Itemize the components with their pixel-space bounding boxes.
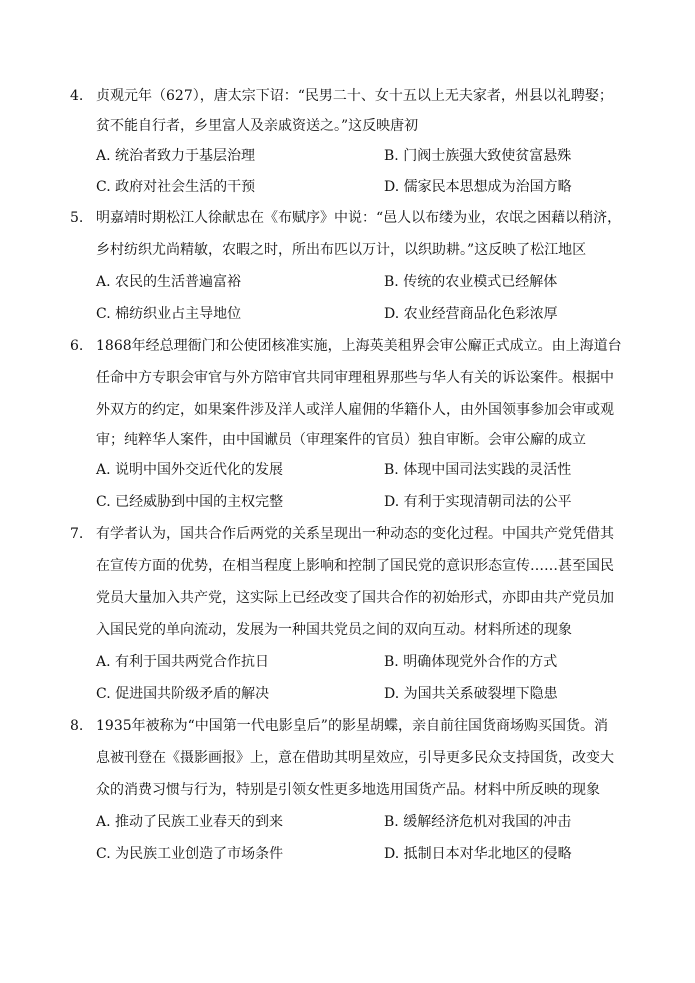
option-b[interactable]: B. 体现中国司法实践的灵活性 <box>384 462 572 478</box>
option-c[interactable]: C. 棉纺织业占主导地位 <box>96 306 242 322</box>
option-c[interactable]: C. 已经威胁到中国的主权完整 <box>96 494 284 510</box>
option-d[interactable]: D. 儒家民本思想成为治国方略 <box>384 179 572 195</box>
question-stem-line: 审；纯粹华人案件，由中国谳员（审理案件的官员）独自审断。会审公廨的成立 <box>96 432 586 448</box>
option-a[interactable]: A. 推动了民族工业春天的到来 <box>96 814 284 830</box>
question-stem-line: 众的消费习惯与行为，特别是引领女性更多地选用国货产品。材料中所反映的现象 <box>96 782 600 798</box>
option-b[interactable]: B. 明确体现党外合作的方式 <box>384 654 558 670</box>
question-number: 6. <box>70 338 84 354</box>
question-stem-line: 贫不能自行者，乡里富人及亲戚资送之。”这反映唐初 <box>96 118 419 134</box>
question-stem-line: 7. 有学者认为，国共合作后两党的关系呈现出一种动态的变化过程。中国共产党凭借其 <box>70 526 614 542</box>
question-stem-line: 党员大量加入共产党，这实际上已经改变了国共合作的初始形式，亦即由共产党员加 <box>96 590 614 606</box>
option-a[interactable]: A. 说明中国外交近代化的发展 <box>96 462 284 478</box>
question-stem-line: 息被刊登在《摄影画报》上，意在借助其明星效应，引导更多民众支持国货，改变大 <box>96 750 614 766</box>
option-b[interactable]: B. 门阀士族强大致使贫富悬殊 <box>384 148 572 164</box>
question-stem-line: 乡村纺织尤尚精敏，农暇之时，所出布匹以万计，以织助耕。”这反映了松江地区 <box>96 242 587 258</box>
option-d[interactable]: D. 为国共关系破裂埋下隐患 <box>384 686 558 702</box>
option-d[interactable]: D. 农业经营商品化色彩浓厚 <box>384 306 558 322</box>
option-a[interactable]: A. 有利于国共两党合作抗日 <box>96 654 270 670</box>
option-b[interactable]: B. 传统的农业模式已经解体 <box>384 274 558 290</box>
question-stem-line: 5. 明嘉靖时期松江人徐献忠在《布赋序》中说：“邑人以布缕为业，农氓之困藉以稍济， <box>70 210 622 226</box>
option-a[interactable]: A. 统治者致力于基层治理 <box>96 148 256 164</box>
question-stem-line: 外双方的约定，如果案件涉及洋人或洋人雇佣的华籍仆人，由外国领事参加会审或观 <box>96 402 614 418</box>
option-c[interactable]: C. 政府对社会生活的干预 <box>96 179 256 195</box>
question-number: 5. <box>70 210 84 226</box>
question-stem-line: 任命中方专职会审官与外方陪审官共同审理租界那些与华人有关的诉讼案件。根据中 <box>96 370 614 386</box>
question-stem-line: 8. 1935年被称为“中国第一代电影皇后”的影星胡蝶，亲自前往国货商场购买国货。消 <box>70 718 608 734</box>
option-d[interactable]: D. 有利于实现清朝司法的公平 <box>384 494 572 510</box>
question-stem-line: 4. 贞观元年（627），唐太宗下诏：“民男二十、女十五以上无夫家者，州县以礼聘娶； <box>70 88 613 104</box>
question-number: 7. <box>70 526 84 542</box>
question-number: 8. <box>70 718 84 734</box>
question-stem-line: 入国民党的单向流动，发展为一种国共党员之间的双向互动。材料所述的现象 <box>96 622 572 638</box>
option-c[interactable]: C. 促进国共阶级矛盾的解决 <box>96 686 270 702</box>
question-stem-line: 6. 1868年经总理衙门和公使团核准实施，上海英美租界会审公廨正式成立。由上海道台 <box>70 338 622 354</box>
option-d[interactable]: D. 抵制日本对华北地区的侵略 <box>384 846 572 862</box>
option-c[interactable]: C. 为民族工业创造了市场条件 <box>96 846 284 862</box>
question-stem-line: 在宣传方面的优势，在相当程度上影响和控制了国民党的意识形态宣传……甚至国民 <box>96 558 614 574</box>
question-number: 4. <box>70 88 84 104</box>
option-a[interactable]: A. 农民的生活普遍富裕 <box>96 274 242 290</box>
option-b[interactable]: B. 缓解经济危机对我国的冲击 <box>384 814 572 830</box>
